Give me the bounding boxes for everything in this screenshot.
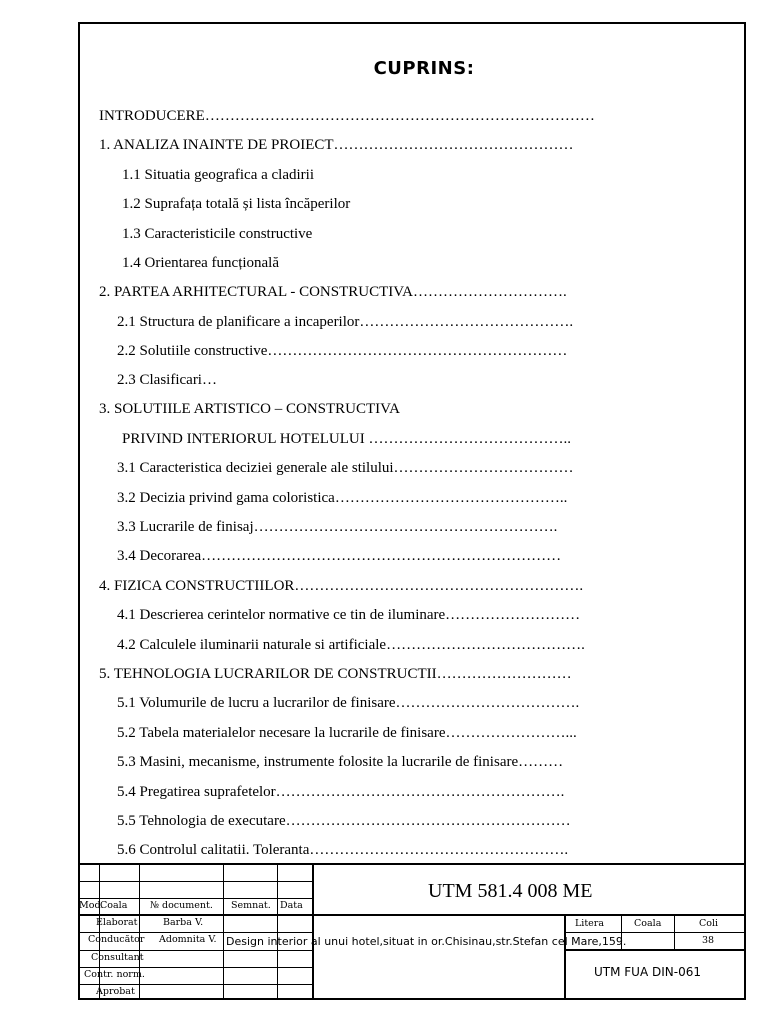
page-title: CUPRINS: — [373, 58, 475, 79]
toc-line: 5. TEHNOLOGIA LUCRARILOR DE CONSTRUCTII……………………… — [99, 666, 572, 682]
toc-line: 2.3 Clasificari… — [117, 372, 217, 388]
header-data: Data — [280, 900, 303, 911]
toc-line: 4. FIZICA CONSTRUCTIILOR…………………………………………………. — [99, 578, 584, 594]
role-conducator: Conducător — [88, 934, 145, 945]
organization: UTM FUA DIN-061 — [594, 965, 701, 979]
stamp-vline — [312, 863, 314, 1000]
toc-line: INTRODUCERE…………………………………………………………………… — [99, 108, 595, 124]
role-consultant: Consultant — [91, 952, 144, 963]
coala-label: Coala — [634, 918, 662, 929]
title-block — [78, 863, 746, 1000]
stamp-hline — [564, 932, 746, 933]
toc-line: 5.3 Masini, mecanisme, instrumente folosite la lucrarile de finisare……… — [117, 754, 564, 770]
stamp-hline — [78, 967, 312, 968]
stamp-hline — [564, 949, 746, 951]
conducator-name: Adomnita V. — [159, 934, 217, 945]
role-contr-norm: Contr. norm. — [84, 969, 145, 980]
toc-line: 2. PARTEA ARHITECTURAL - CONSTRUCTIVA…………………………. — [99, 284, 567, 300]
stamp-hline — [78, 881, 312, 882]
stamp-vline — [564, 914, 566, 1000]
toc-line: 3.4 Decorarea……………………………………………………………… — [117, 548, 562, 564]
toc-line: 1. ANALIZA INAINTE DE PROIECT………………………………………… — [99, 137, 574, 153]
coli-value: 38 — [702, 935, 715, 946]
role-elaborat: Elaborat — [96, 917, 138, 928]
coli-label: Coli — [699, 918, 719, 929]
toc-line: 1.2 Suprafața totală și lista încăperilor — [122, 196, 351, 212]
stamp-border-top — [78, 863, 746, 865]
header-mod: Mod. — [79, 900, 104, 911]
toc-line: 1.4 Orientarea funcțională — [122, 255, 280, 271]
toc-line: 1.1 Situatia geografica a cladirii — [122, 167, 315, 183]
toc-line: 2.1 Structura de planificare a incaperilor……………………………………. — [117, 314, 574, 330]
stamp-hline — [78, 950, 312, 951]
toc-line: 5.2 Tabela materialelor necesare la lucrarile de finisare……………………... — [117, 725, 577, 741]
litera-label: Litera — [575, 918, 604, 929]
project-description: Design interior al unui hotel,situat in or.Chisinau,str.Stefan cel Mare,159. — [226, 935, 627, 948]
toc-line: 5.1 Volumurile de lucru a lucrarilor de finisare………………………………. — [117, 695, 580, 711]
toc-line: 3. SOLUTIILE ARTISTICO – CONSTRUCTIVA — [99, 401, 400, 417]
toc-line: 1.3 Caracteristicile constructive — [122, 226, 313, 242]
header-document: № document. — [150, 900, 213, 911]
toc-line: 5.4 Pregatirea suprafetelor…………………………………………………. — [117, 784, 565, 800]
role-aprobat: Aprobat — [96, 986, 135, 997]
document-code: UTM 581.4 008 ME — [428, 880, 593, 902]
toc-line: 5.6 Controlul calitatii. Toleranta……………………………………………. — [117, 842, 569, 858]
toc-line: 5.5 Tehnologia de executare………………………………………………… — [117, 813, 571, 829]
toc-line: 3.2 Decizia privind gama coloristica……………………………………….. — [117, 490, 568, 506]
toc-line: 3.1 Caracteristica deciziei generale ale stilului……………………………… — [117, 460, 574, 476]
toc-line: 3.3 Lucrarile de finisaj……………………………………………………. — [117, 519, 558, 535]
toc-line: 2.2 Solutiile constructive…………………………………………………… — [117, 343, 568, 359]
toc-line: PRIVIND INTERIORUL HOTELULUI ………………………………….. — [122, 431, 571, 447]
header-semnat: Semnat. — [231, 900, 271, 911]
header-coala: Coala — [100, 900, 128, 911]
stamp-hline — [78, 898, 312, 899]
elaborat-name: Barba V. — [163, 917, 204, 928]
stamp-hline — [78, 914, 746, 916]
stamp-hline — [78, 932, 312, 933]
toc-line: 4.1 Descrierea cerintelor normative ce tin de iluminare……………………… — [117, 607, 581, 623]
stamp-hline — [78, 984, 312, 985]
toc-line: 4.2 Calculele iluminarii naturale si artificiale…………………………………. — [117, 637, 585, 653]
